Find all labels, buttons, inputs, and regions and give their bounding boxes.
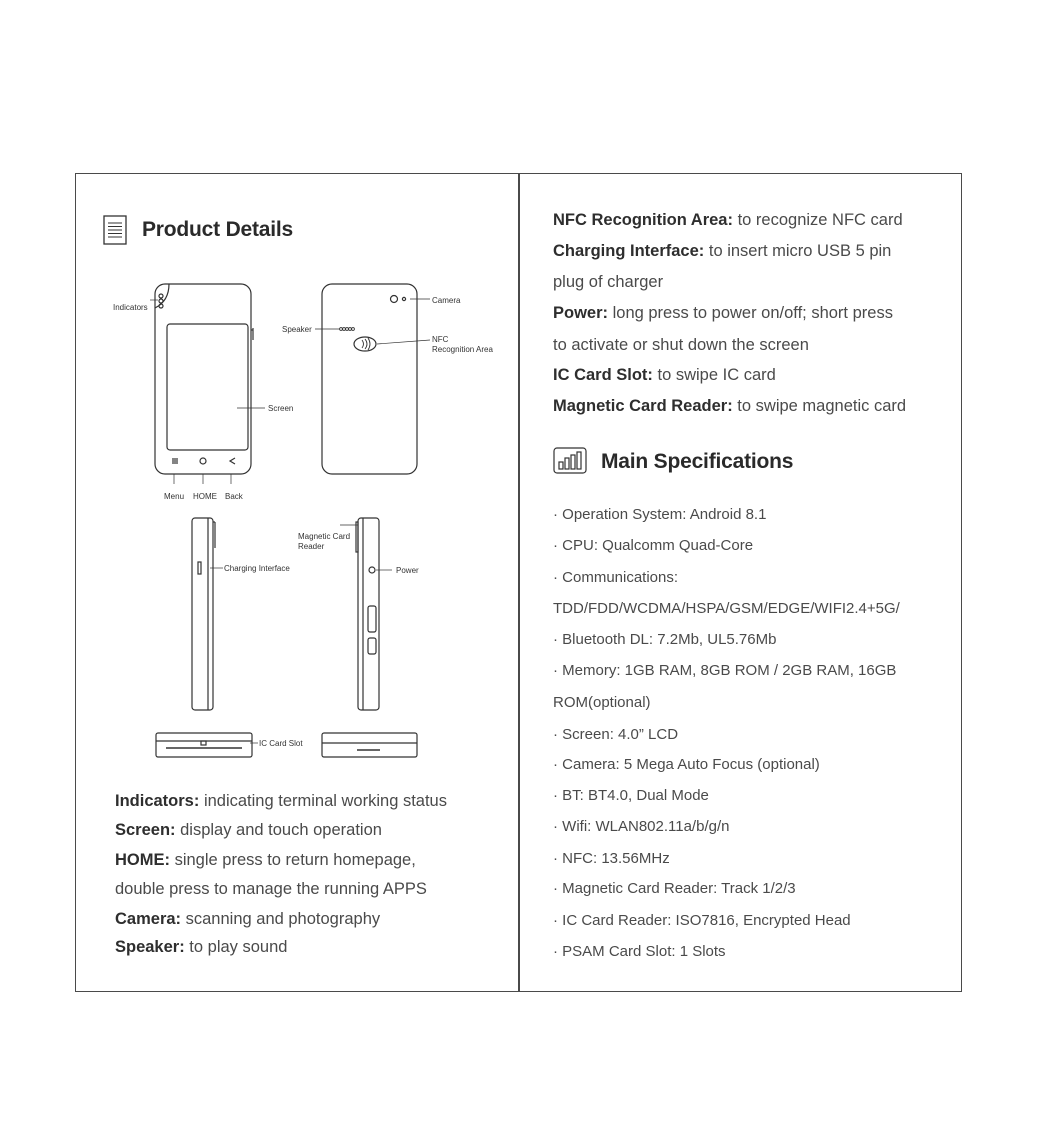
label-screen: Screen: [268, 404, 294, 413]
spec-item: · Memory: 1GB RAM, 8GB ROM / 2GB RAM, 16GB: [553, 662, 897, 679]
spec-item: ROM(optional): [553, 694, 651, 711]
label-home: HOME: [193, 492, 217, 501]
spec-item: TDD/FDD/WCDMA/HSPA/GSM/EDGE/WIFI2.4+5G/: [553, 600, 900, 617]
bottom-view-front: [156, 733, 252, 757]
spec-item: · Screen: 4.0” LCD: [553, 726, 679, 743]
main-specifications-title: Main Specifications: [601, 450, 794, 473]
bar-chart-icon: [553, 447, 587, 474]
desc-home-cont: double press to manage the running APPS: [115, 880, 427, 898]
bottom-view-back: [322, 733, 417, 757]
spec-item: · CPU: Qualcomm Quad-Core: [553, 537, 754, 554]
spec-item: · PSAM Card Slot: 1 Slots: [553, 943, 726, 960]
spec-item: · IC Card Reader: ISO7816, Encrypted Head: [553, 912, 851, 929]
desc-charging: Charging Interface: to insert micro USB 5 pin: [553, 242, 892, 260]
label-power: Power: [396, 566, 419, 575]
document-icon: [103, 215, 127, 245]
label-magnetic-1: Magnetic Card: [298, 532, 351, 541]
desc-camera: Camera: scanning and photography: [115, 910, 381, 928]
desc-home: HOME: single press to return homepage,: [115, 851, 416, 869]
spec-item: · Operation System: Android 8.1: [553, 506, 767, 523]
desc-indicators: Indicators: indicating terminal working status: [115, 792, 447, 810]
desc-ic-slot: IC Card Slot: to swipe IC card: [553, 366, 776, 384]
label-back: Back: [225, 492, 243, 501]
label-magnetic-2: Reader: [298, 542, 325, 551]
spec-item: · Magnetic Card Reader: Track 1/2/3: [553, 880, 796, 897]
label-indicators: Indicators: [113, 303, 148, 312]
label-ic-slot: IC Card Slot: [259, 739, 303, 748]
right-side-view: [356, 518, 379, 710]
desc-speaker: Speaker: to play sound: [115, 938, 288, 956]
back-view: [322, 284, 417, 474]
desc-charging-cont: plug of charger: [553, 273, 664, 291]
spec-item: · Camera: 5 Mega Auto Focus (optional): [553, 756, 820, 773]
product-details-title: Product Details: [142, 218, 294, 241]
spec-item: · Communications:: [553, 569, 679, 586]
left-side-view: [192, 518, 215, 710]
spec-item: · Wifi: WLAN802.11a/b/g/n: [553, 818, 730, 835]
label-nfc-1: NFC: [432, 335, 449, 344]
desc-power-cont: to activate or shut down the screen: [553, 336, 809, 354]
spec-item: · NFC: 13.56MHz: [553, 850, 670, 867]
spec-item: · Bluetooth DL: 7.2Mb, UL5.76Mb: [553, 631, 777, 648]
front-view: [155, 284, 253, 474]
label-camera: Camera: [432, 296, 461, 305]
column-divider: [518, 173, 520, 992]
desc-nfc: NFC Recognition Area: to recognize NFC card: [553, 211, 903, 229]
spec-item: · BT: BT4.0, Dual Mode: [553, 787, 709, 804]
desc-screen: Screen: display and touch operation: [115, 821, 382, 839]
label-speaker: Speaker: [282, 325, 312, 334]
label-charging: Charging Interface: [224, 564, 290, 573]
label-menu: Menu: [164, 492, 185, 501]
desc-power: Power: long press to power on/off; short press: [553, 304, 893, 322]
desc-magnetic: Magnetic Card Reader: to swipe magnetic card: [553, 397, 907, 415]
label-nfc-2: Recognition Area: [432, 345, 493, 354]
